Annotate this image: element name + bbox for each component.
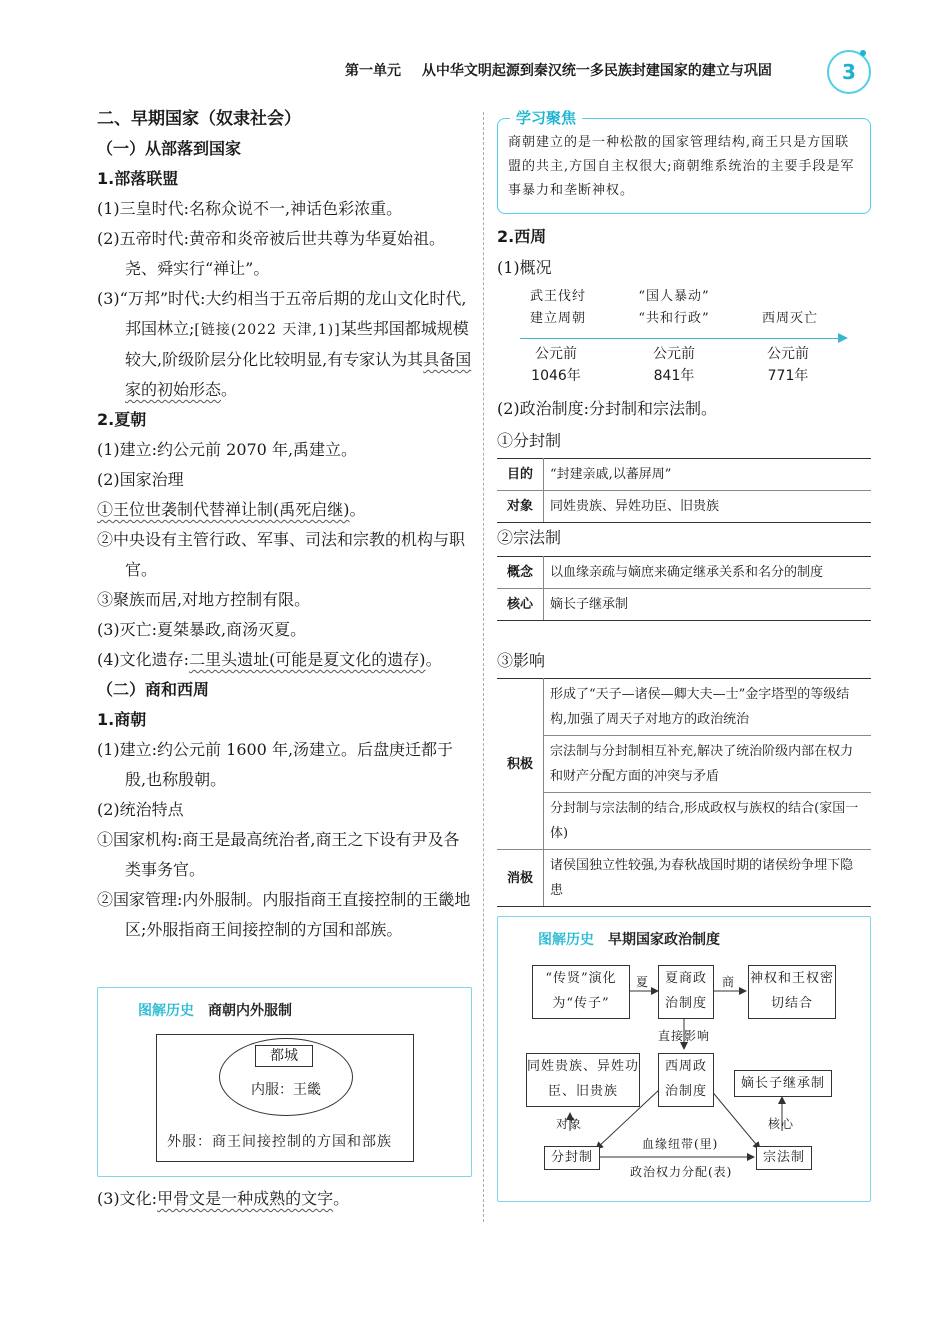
table-value: 嫡长子继承制: [544, 589, 872, 621]
table-value: 诸侯国独立性较强,为春秋战国时期的诸侯纷争埋下隐患: [544, 850, 872, 907]
fenfeng-table: [497, 458, 871, 523]
heading-xia: 2.夏朝: [97, 410, 147, 429]
box-enfeoffment-targets: 同姓贵族、异姓功臣、旧贵族: [526, 1053, 640, 1107]
label-core: 核心: [768, 1117, 795, 1131]
timeline-event-2-line1: “国人暴动”: [638, 289, 710, 304]
table-row: [497, 557, 871, 589]
punct: 。: [425, 650, 442, 669]
timeline-arrow: [838, 333, 848, 343]
overview-label: (1)概况: [497, 258, 552, 277]
shang-item-2a: ①国家机构:商王是最高统治者,商王之下设有尹及各类事务官。: [97, 830, 460, 879]
table-key: 对象: [497, 491, 544, 523]
inner-domain-ellipse: [219, 1038, 353, 1116]
table-value: 形成了“天子—诸侯—卿大夫—士”金字塔型的等级结构,加强了周天子对地方的政治统治: [544, 679, 872, 736]
box-enfeoffment: 分封制: [544, 1146, 600, 1170]
diagram-caption: [138, 1000, 292, 1020]
timeline-event-2: [624, 286, 724, 330]
page-number: 3: [827, 50, 871, 94]
table-key: 概念: [497, 557, 544, 589]
heading-tribal-alliance: 1.部落联盟: [97, 169, 179, 188]
table-row: [497, 491, 871, 523]
left-column: [97, 104, 473, 945]
timeline-event-1-line1: 武王伐纣: [529, 289, 586, 304]
timeline-event-1-line2: 建立周朝: [529, 311, 586, 326]
running-header: [345, 60, 772, 80]
table-key: 核心: [497, 589, 544, 621]
table-row: [497, 459, 871, 491]
underlined-key-point: 甲骨文是一种成熟的文字: [157, 1189, 334, 1208]
study-focus-box: [497, 109, 871, 214]
timeline-event-3-line1: [750, 286, 830, 308]
shang-item-3: [97, 1184, 349, 1214]
table-key: 目的: [497, 459, 544, 491]
table-value: “封建亲戚,以蕃屏周”: [544, 459, 872, 491]
xia-item-2a: [97, 495, 473, 525]
box-patriarchal-clan: 宗法制: [756, 1146, 812, 1170]
table-row: [497, 736, 871, 793]
timeline-year-2: [636, 343, 712, 387]
study-focus-title: 学习聚焦: [510, 107, 582, 128]
column-divider: [483, 112, 484, 1222]
shang-item-3-text: (3)文化:: [97, 1189, 158, 1208]
exam-link: [链接(2022 天津,1)]: [194, 322, 341, 338]
box-chuanxian-to-chuanzi: “传贤”演化为“传子”: [532, 965, 630, 1019]
timeline-year-2-line2: 841年: [653, 368, 695, 384]
zongfa-title: ②宗法制: [497, 528, 562, 547]
page-number-dot: [860, 50, 866, 56]
table-row: [497, 850, 871, 907]
xia-item-4: [97, 645, 473, 675]
section-title: 二、早期国家（奴隶社会）: [97, 109, 301, 129]
box-xia-shang-system: 夏商政治制度: [658, 965, 714, 1019]
tribal-item-3-text: (3)“万邦”时代:大约相当于五帝后期的龙山文化时代,邦国林立;: [97, 289, 467, 338]
influence-table: [497, 678, 871, 907]
fenfeng-title: ①分封制: [497, 431, 562, 450]
label-targets: 对象: [556, 1117, 583, 1131]
outer-domain-box: [156, 1034, 414, 1162]
subsection-tribe-to-state: （一）从部落到国家: [97, 139, 242, 158]
timeline-event-2-line2: “共和行政”: [638, 311, 710, 326]
xia-item-2c: ③聚族而居,对地方控制有限。: [97, 590, 311, 609]
tribal-item-3-text-b: 某些邦国都城规模较大,阶级阶层分化比较明显,有专家认为其: [125, 319, 469, 369]
diagram-title: 早期国家政治制度: [608, 932, 720, 948]
xia-item-4-text: (4)文化遗存:: [97, 650, 190, 669]
underlined-key-point: 二里头遗址(可能是夏文化的遗存): [189, 650, 426, 669]
study-focus-text: 商朝建立的是一种松散的国家管理结构,商王只是方国联盟的共主,方国自主权很大;商朝维系统治的主要手段是军事暴力和垄断神权。: [508, 135, 855, 198]
timeline-year-3-line2: 771年: [767, 368, 809, 384]
label-xia: 夏: [636, 975, 650, 989]
xia-item-1: (1)建立:约公元前 2070 年,禹建立。: [97, 440, 358, 459]
table-value: 以血缘亲疏与嫡庶来确定继承关系和名分的制度: [544, 557, 872, 589]
label-blood-tie: 血缘纽带(里): [642, 1137, 719, 1151]
table-value: 分封制与宗法制的结合,形成政权与族权的结合(家国一体): [544, 793, 872, 850]
underlined-key-point: ①王位世袭制代替禅让制(禹死启继): [97, 500, 350, 519]
tribal-item-3: [97, 284, 473, 405]
zongfa-table: [497, 556, 871, 621]
table-key: 消极: [497, 850, 544, 907]
diagram-early-political-system: [497, 916, 871, 1202]
label-shang: 商: [722, 975, 736, 989]
inner-domain-label: 内服：王畿: [251, 1082, 321, 1098]
label-direct-influence: 直接影响: [658, 1029, 711, 1043]
unit-title: 从中华文明起源到秦汉统一多民族封建国家的建立与巩固: [421, 63, 772, 79]
timeline-year-3-line1: 公元前: [767, 346, 809, 362]
heading-western-zhou: 2.西周: [497, 227, 547, 246]
table-value: 同姓贵族、异姓功臣、旧贵族: [544, 491, 872, 523]
unit-label: 第一单元: [345, 63, 401, 79]
timeline-axis: [520, 338, 840, 339]
timeline-year-1: [518, 343, 594, 387]
tribal-item-1: (1)三皇时代:名称众说不一,神话色彩浓重。: [97, 199, 403, 218]
punct: 。: [221, 380, 238, 399]
timeline-event-3-line2: 西周灭亡: [761, 311, 818, 326]
influence-title: ③影响: [497, 651, 546, 670]
box-divine-royal-power: 神权和王权密切结合: [748, 965, 836, 1019]
table-row: [497, 679, 871, 736]
political-system-line: (2)政治制度:分封制和宗法制。: [497, 399, 718, 418]
table-value: 宗法制与分封制相互补充,解决了统治阶级内部在权力和财产分配方面的冲突与矛盾: [544, 736, 872, 793]
diagram-title: 商朝内外服制: [208, 1003, 292, 1019]
table-row: [497, 589, 871, 621]
timeline-year-2-line1: 公元前: [653, 346, 695, 362]
shang-item-2: (2)统治特点: [97, 800, 184, 819]
xia-item-2: (2)国家治理: [97, 470, 184, 489]
timeline-event-1: [518, 286, 598, 330]
underlined-key-point: 具备国家的初始形态: [125, 350, 472, 399]
timeline-year-1-line2: 1046年: [531, 368, 581, 384]
shang-item-1: (1)建立:约公元前 1600 年,汤建立。后盘庚迁都于殷,也称殷朝。: [97, 740, 454, 789]
tribal-item-2: (2)五帝时代:黄帝和炎帝被后世共尊为华夏始祖。尧、舜实行“禅让”。: [97, 229, 446, 278]
box-primogeniture: 嫡长子继承制: [734, 1070, 832, 1097]
heading-shang: 1.商朝: [97, 710, 147, 729]
timeline-event-3: [750, 286, 830, 330]
timeline-year-1-line1: 公元前: [535, 346, 577, 362]
shang-item-2b: ②国家管理:内外服制。内服指商王直接控制的王畿地区;外服指商王间接控制的方国和部族。: [97, 890, 471, 939]
xia-item-3: (3)灭亡:夏桀暴政,商汤灭夏。: [97, 620, 307, 639]
table-row: [497, 793, 871, 850]
subsection-shang-zhou: （二）商和西周: [97, 680, 210, 699]
capital-box: 都城: [255, 1045, 313, 1067]
diagram-tag: 图解历史: [138, 1003, 194, 1019]
label-power-distribution: 政治权力分配(表): [630, 1165, 733, 1179]
table-key: 积极: [497, 679, 544, 850]
punct: 。: [333, 1189, 350, 1208]
diagram-tag: 图解历史: [538, 932, 594, 948]
box-western-zhou-system: 西周政治制度: [658, 1053, 714, 1107]
diagram-shang-inner-outer: [97, 987, 472, 1177]
punct: 。: [349, 500, 366, 519]
timeline-year-3: [750, 343, 826, 387]
outer-domain-label: 外服：商王间接控制的方国和部族: [167, 1134, 392, 1150]
xia-item-2b: ②中央设有主管行政、军事、司法和宗教的机构与职官。: [97, 530, 466, 579]
